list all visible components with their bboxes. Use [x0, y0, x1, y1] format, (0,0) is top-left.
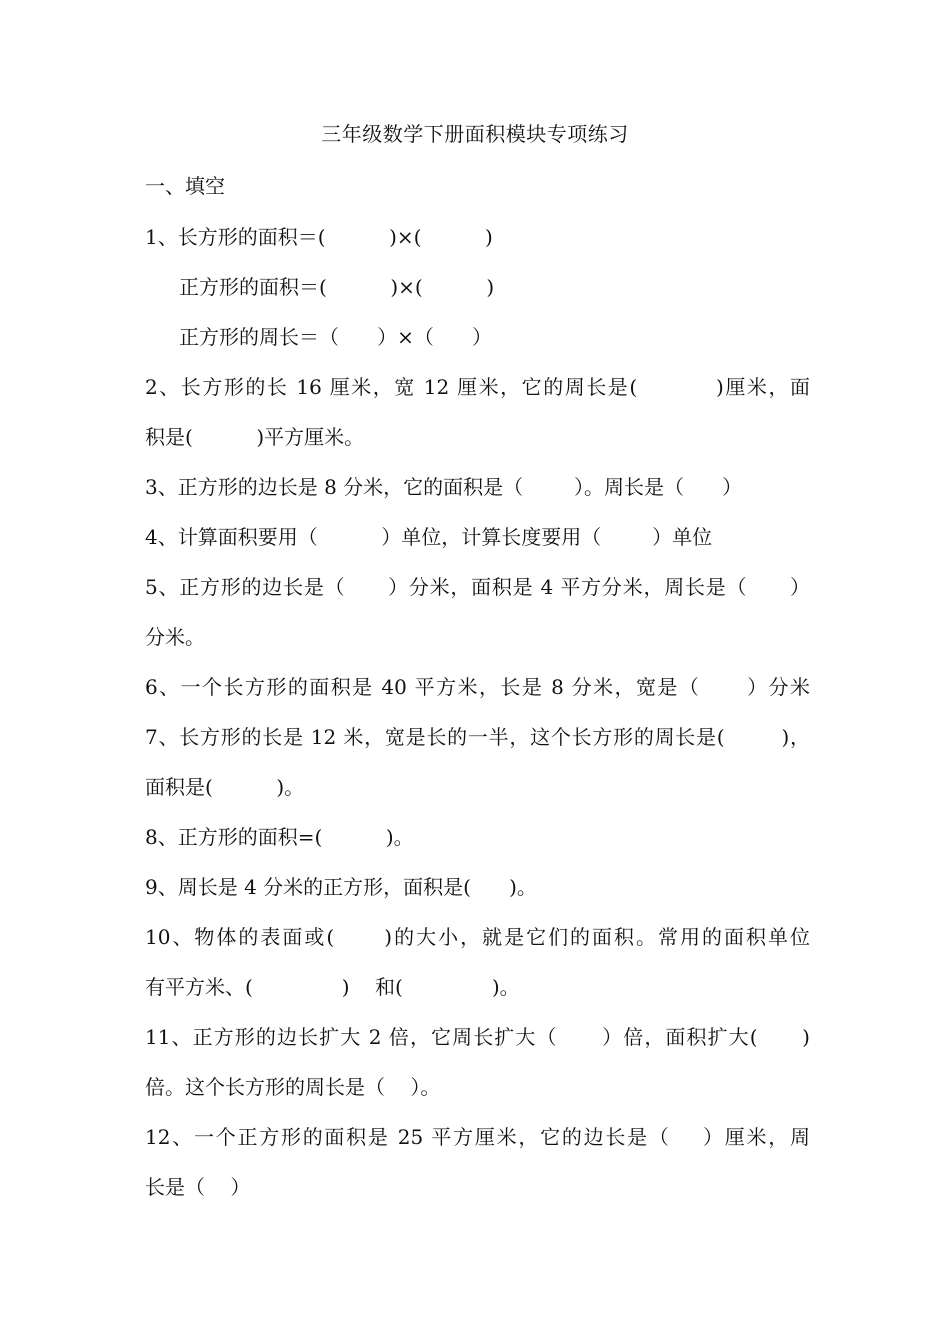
question-line: 11、正方形的边长扩大 2 倍，它周长扩大（ ）倍，面积扩大( ): [145, 1025, 810, 1049]
page-title: 三年级数学下册面积模块专项练习: [321, 122, 629, 146]
question-line: 有平方米、( ) 和( )。: [145, 975, 520, 999]
question-line: 1、长方形的面积＝( )×( ): [145, 225, 493, 249]
question-line: 8、正方形的面积=( )。: [145, 825, 414, 849]
question-line: 3、正方形的边长是 8 分米，它的面积是（ ）。周长是（ ）: [145, 475, 743, 499]
question-line: 12、一个正方形的面积是 25 平方厘米，它的边长是（ ）厘米，周: [145, 1125, 810, 1149]
question-line: 9、周长是 4 分米的正方形，面积是( )。: [145, 875, 537, 899]
question-line: 积是( )平方厘米。: [145, 425, 365, 449]
question-line: 倍。这个长方形的周长是（ ）。: [145, 1075, 441, 1099]
question-line: 10、物体的表面或( )的大小，就是它们的面积。常用的面积单位: [145, 925, 810, 949]
question-line: 6、一个长方形的面积是 40 平方米，长是 8 分米，宽是（ ）分米: [145, 675, 810, 699]
question-line: 面积是( )。: [145, 775, 305, 799]
question-line: 7、长方形的长是 12 米，宽是长的一半，这个长方形的周长是( )，: [145, 725, 810, 749]
question-line: 正方形的面积＝( )×( ): [179, 275, 495, 299]
question-line: 2、长方形的长 16 厘米，宽 12 厘米，它的周长是( )厘米，面: [145, 375, 810, 399]
question-line: 正方形的周长＝（ ）×（ ）: [179, 325, 493, 349]
question-line: 4、计算面积要用（ ）单位，计算长度要用（ ）单位: [145, 525, 713, 549]
question-line: 长是（ ）: [145, 1175, 251, 1199]
question-line: 分米。: [145, 625, 205, 649]
question-line: 5、正方形的边长是（ ）分米，面积是 4 平方分米，周长是（ ）: [145, 575, 810, 599]
section-heading: 一、填空: [145, 174, 225, 198]
